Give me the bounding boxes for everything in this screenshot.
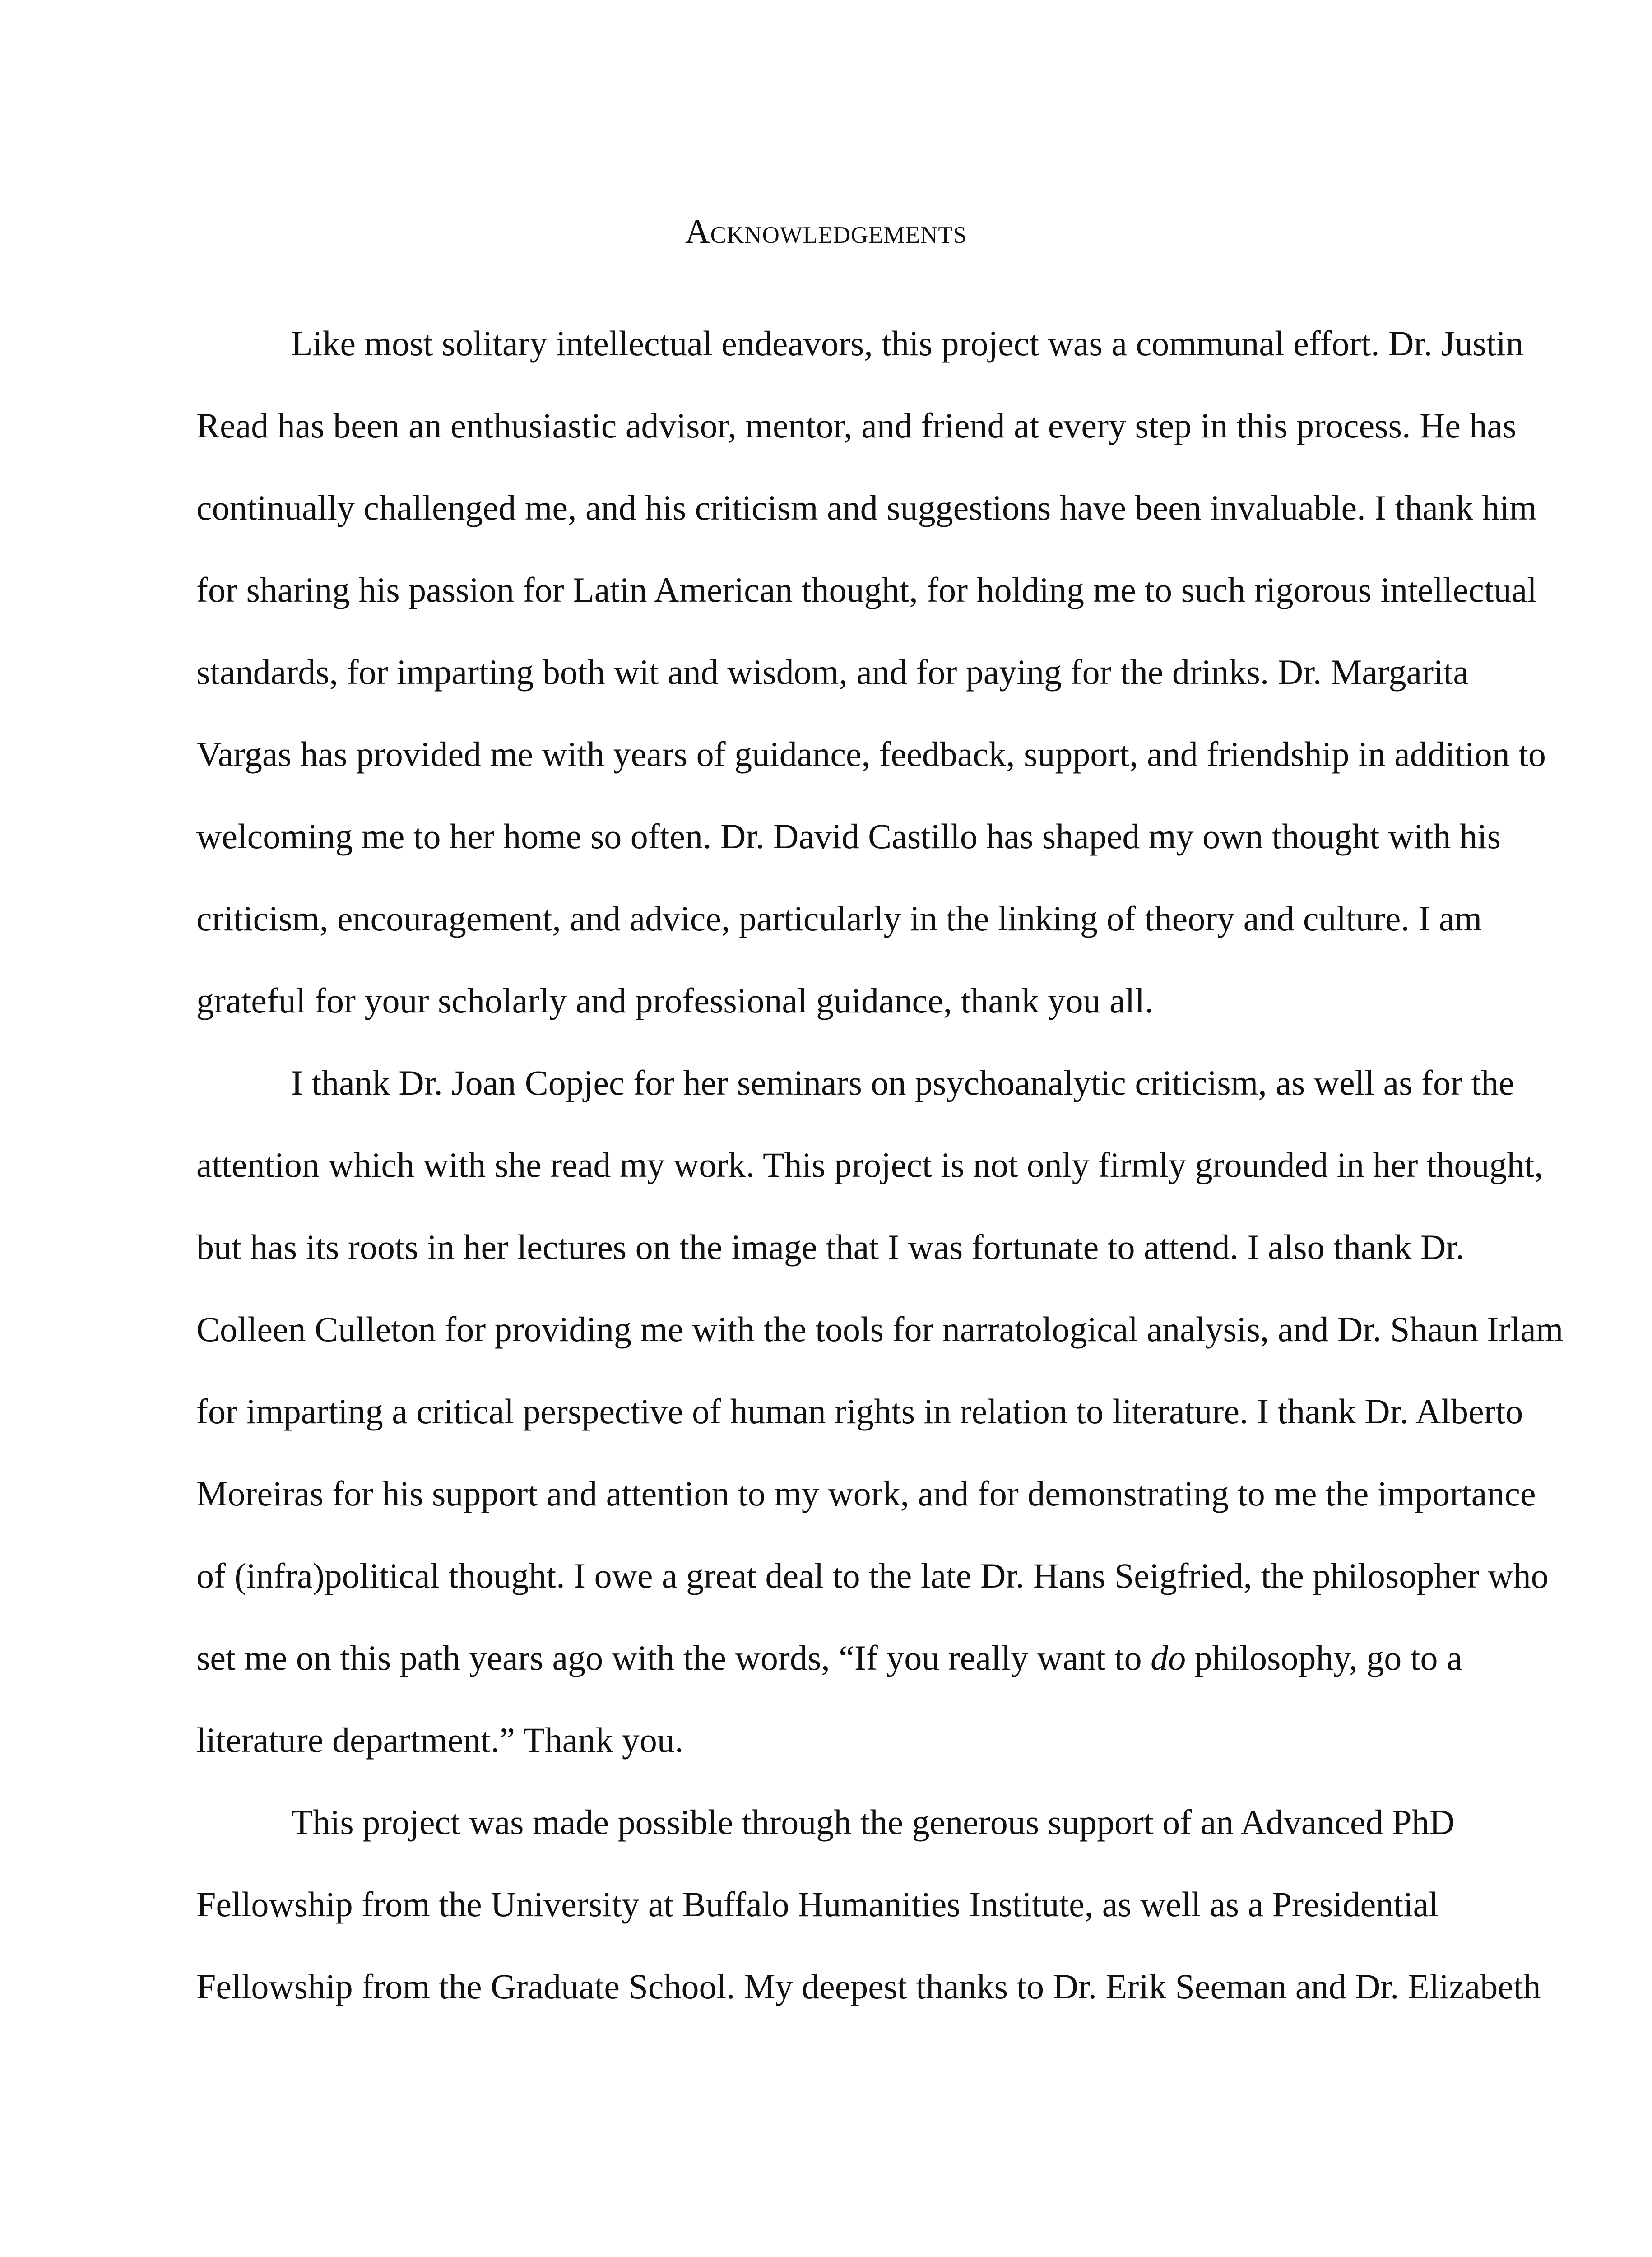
text-line: but has its roots in her lectures on the image that I was fortunate to attend. I also thank Dr. (196, 1227, 1465, 1267)
text-line: Colleen Culleton for providing me with the tools for narratological analysis, and Dr. Shaun Irlam (196, 1310, 1564, 1349)
text-line: of (infra)political thought. I owe a great deal to the late Dr. Hans Seigfried, the philosopher who (196, 1556, 1549, 1595)
page-title: Acknowledgements (685, 213, 967, 251)
italic-word: do (1151, 1638, 1186, 1677)
text-line: literature department.” Thank you. (196, 1720, 684, 1760)
text-segment: set me on this path years ago with the words, “If you really want to (196, 1638, 1151, 1677)
text-line: I thank Dr. Joan Copjec for her seminars on psychoanalytic criticism, as well as for the (291, 1063, 1514, 1102)
text-line: for imparting a critical perspective of human rights in relation to literature. I thank Dr. Alberto (196, 1392, 1523, 1431)
text-line: Fellowship from the Graduate School. My deepest thanks to Dr. Erik Seeman and Dr. Elizabeth (196, 1967, 1541, 2006)
text-line: This project was made possible through the generous support of an Advanced PhD (291, 1802, 1455, 1842)
text-segment: philosophy, go to a (1186, 1638, 1462, 1677)
text-line: grateful for your scholarly and professional guidance, thank you all. (196, 981, 1154, 1020)
text-line: for sharing his passion for Latin American thought, for holding me to such rigorous intellectual (196, 570, 1537, 609)
text-line: welcoming me to her home so often. Dr. David Castillo has shaped my own thought with his (196, 817, 1501, 856)
text-line: attention which with she read my work. This project is not only firmly grounded in her thought, (196, 1145, 1543, 1184)
body-text (196, 302, 1564, 2028)
text-line: Fellowship from the University at Buffalo Humanities Institute, as well as a Presidential (196, 1885, 1439, 1924)
text-line: Moreiras for his support and attention to my work, and for demonstrating to me the importance (196, 1474, 1536, 1513)
text-line (196, 1617, 1460, 1699)
text-line: standards, for imparting both wit and wisdom, and for paying for the drinks. Dr. Margarita (196, 652, 1469, 692)
text-line: Vargas has provided me with years of guidance, feedback, support, and friendship in addition to (196, 734, 1546, 774)
text-line: continually challenged me, and his criticism and suggestions have been invaluable. I thank him (196, 488, 1537, 527)
text-line: Read has been an enthusiastic advisor, mentor, and friend at every step in this process. He has (196, 406, 1517, 445)
text-line: Like most solitary intellectual endeavors, this project was a communal effort. Dr. Justin (291, 324, 1524, 363)
text-line: criticism, encouragement, and advice, particularly in the linking of theory and culture. I am (196, 899, 1482, 938)
